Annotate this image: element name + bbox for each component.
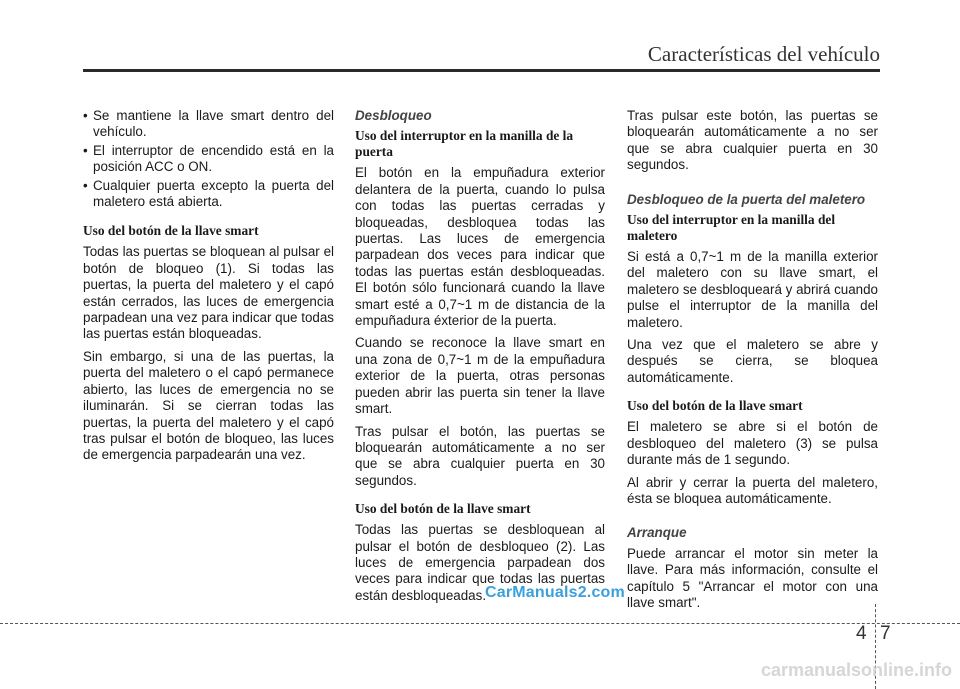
- column-2: [355, 108, 605, 610]
- paragraph: Todas las puertas se desbloquean al pulsar el botón de desbloqueo (2). Las luces de emergencia parpadean dos veces para indicar que todas las puertas están desbloqueadas.: [355, 522, 605, 603]
- paragraph: Al abrir y cerrar la puerta del maletero, ésta se bloquea automáticamente.: [627, 474, 878, 506]
- paragraph: Tras pulsar el botón, las puertas se bloquearán automáticamente a no ser que se abra cualquier puerta en 30 segundos.: [355, 423, 605, 488]
- column-3: [627, 108, 878, 617]
- header-rule: [83, 69, 880, 72]
- list-item: • Cualquier puerta excepto la puerta del maletero está abierta.: [83, 178, 334, 211]
- subheading-smart-key-button: Uso del botón de la llave smart: [83, 223, 259, 239]
- paragraph: Cuando se reconoce la llave smart en una zona de 0,7~1 m de la empuñadura exterior de la puerta, otras personas pueden abrir las puerta sin tener la llave smart.: [355, 335, 605, 417]
- chapter-number: 4: [856, 623, 867, 644]
- list-item: • Se mantiene la llave smart dentro del vehículo.: [83, 108, 334, 141]
- subheading-door-handle: Uso del interruptor en la manilla de la puerta: [355, 128, 574, 160]
- paragraph: Puede arrancar el motor sin meter la llave. Para más información, consulte el capítulo 5 "Arrancar el motor con una llave smart".: [627, 545, 878, 610]
- paragraph: Sin embargo, si una de las puertas, la puerta del maletero o el capó permanece abierto, las luces de emergencia no se iluminarán. Si se cierran todas las puertas, la puerta del maletero y el capó tras pulsar el botón de bloqueo, las luces de emergencia parpadearán una vez.: [83, 348, 334, 463]
- section-title-unlock: Desbloqueo: [355, 108, 432, 123]
- watermark-link[interactable]: CarManuals2.com: [485, 584, 625, 601]
- paragraph: El botón en la empuñadura exterior delantera de la puerta, cuando lo pulsa con todas las puertas cerradas y bloqueadas, desbloquea todas las puertas. Las luces de emergencia parpadean dos veces para indicar que todas las puertas están desbloqueadas. El botón sólo funcionará cuando la llave smart esté a 0,7~1 m de distancia de la empuñadura éxterior de la puerta.: [355, 165, 605, 329]
- subheading-trunk-handle: Uso del interruptor en la manilla del maletero: [627, 212, 836, 244]
- footer-rule: [0, 623, 960, 624]
- section-title-start: Arranque: [627, 525, 687, 541]
- column-1: [83, 108, 334, 470]
- subheading-smart-key-button: Uso del botón de la llave smart: [627, 398, 803, 414]
- paragraph: Una vez que el maletero se abre y después se cierra, se bloquea automáticamente.: [627, 337, 878, 385]
- page-header-title: Características del vehículo: [647, 42, 880, 66]
- site-watermark: carmanualsonline.info: [760, 660, 952, 680]
- list-item: • El interruptor de encendido está en la posición ACC o ON.: [83, 143, 334, 176]
- section-title-trunk-unlock: Desbloqueo de la puerta del maletero: [627, 191, 866, 207]
- paragraph: El maletero se abre si el botón de desbloqueo del maletero (3) se pulsa durante más de 1 segundo.: [627, 419, 878, 468]
- condition-list: [83, 108, 334, 210]
- subheading-smart-key-button: Uso del botón de la llave smart: [355, 501, 531, 517]
- paragraph: Tras pulsar este botón, las puertas se bloquearán automáticamente a no ser que se abra cualquier puerta en 30 segundos.: [627, 108, 878, 173]
- paragraph: Todas las puertas se bloquean al pulsar el botón de bloqueo (1). Si todas las puertas, la puerta del maletero y el capó están cerrados, las luces de emergencia parpadean una vez para indicar que todas las puertas están bloqueadas.: [83, 244, 334, 342]
- paragraph: Si está a 0,7~1 m de la manilla exterior del maletero con su llave smart, el maletero se desbloqueará y abrirá cuando pulse el interruptor de la manilla del maletero.: [627, 249, 878, 330]
- page-number: 7: [880, 623, 891, 644]
